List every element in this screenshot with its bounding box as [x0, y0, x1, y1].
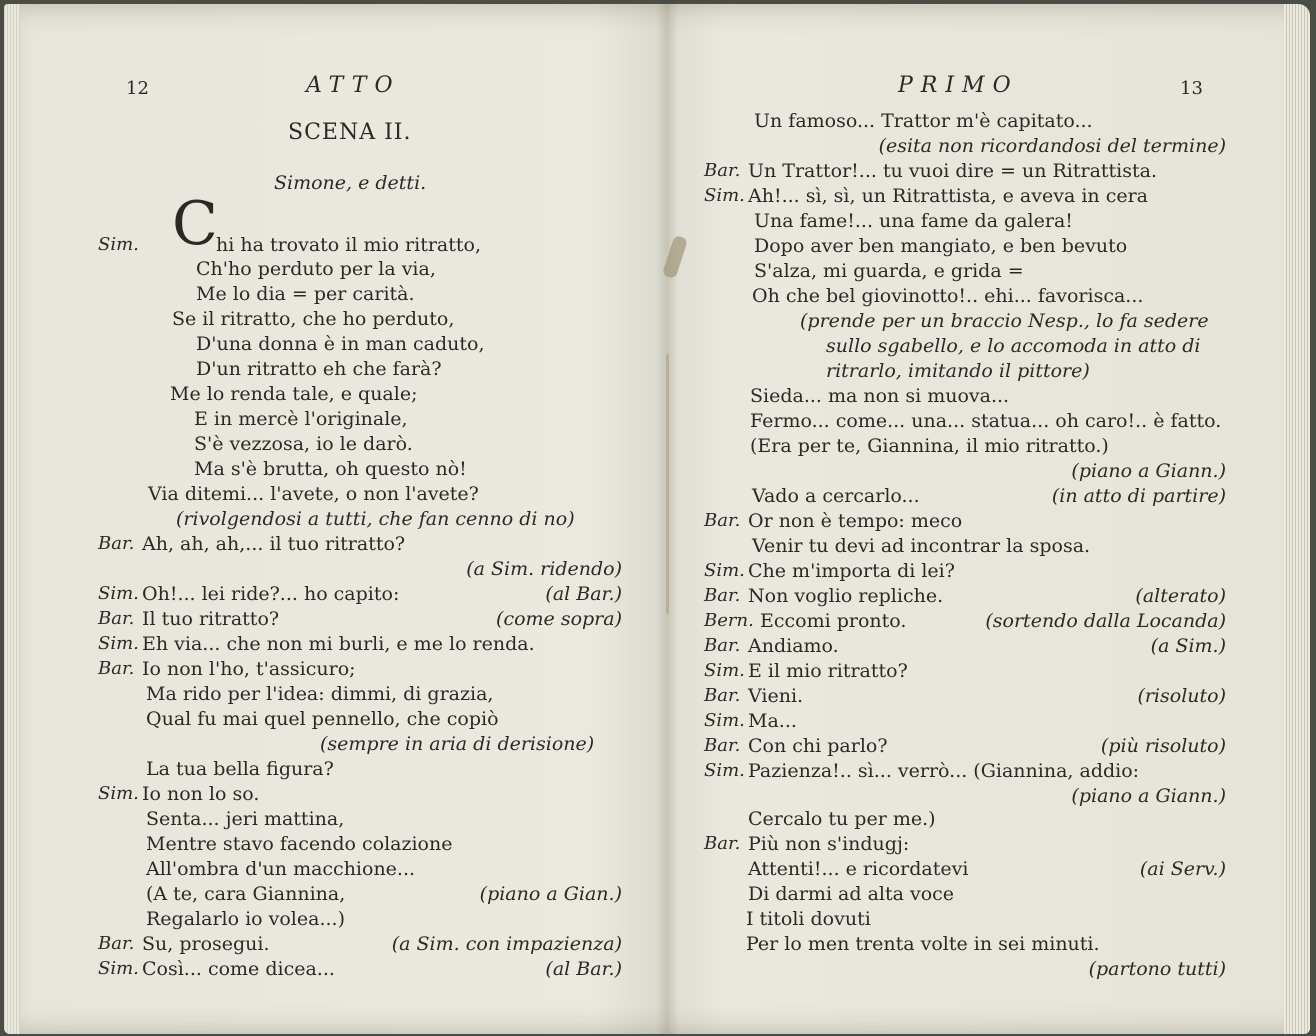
verse-line: Oh che bel giovinotto!.. ehi... favorisca...: [752, 285, 1144, 307]
verse-line: D'una donna è in man caduto,: [196, 333, 485, 355]
speaker-label: Bar.: [704, 685, 741, 706]
verse-line: Su, prosegui.: [142, 933, 270, 955]
stage-direction: (risoluto): [1137, 685, 1226, 707]
verse-line: Io non l'ho, t'assicuro;: [142, 658, 356, 680]
speaker-label: Bar.: [704, 510, 741, 531]
speaker-label: Sim.: [704, 660, 745, 681]
speaker-label: Bern.: [704, 610, 754, 631]
verse-line: Fermo... come... una... statua... oh caro!.. è fatto.: [750, 410, 1222, 432]
scene-title: SCENA II.: [288, 120, 412, 145]
verse-line: Così... come dicea...: [142, 958, 335, 980]
stage-direction: (piano a Giann.): [1071, 785, 1226, 807]
verse-line: Ah, ah, ah,... il tuo ritratto?: [142, 533, 406, 555]
verse-line: Venir tu devi ad incontrar la sposa.: [752, 535, 1091, 557]
stage-direction: (piano a Gian.): [479, 883, 622, 905]
drop-capital: C: [172, 189, 218, 259]
page-edges-right: [1284, 4, 1310, 1034]
verse-line: Senta... jeri mattina,: [146, 808, 345, 830]
verse-line: Attenti!... e ricordatevi: [748, 858, 969, 880]
verse-line: Ma rido per l'idea: dimmi, di grazia,: [146, 683, 494, 705]
running-head-right: PRIMO: [898, 73, 1019, 98]
speaker-label: Bar.: [704, 635, 741, 656]
verse-line: D'un ritratto eh che farà?: [196, 358, 442, 380]
stage-direction: (prende per un braccio Nesp., lo fa sedere: [800, 310, 1209, 332]
stage-direction: (piano a Giann.): [1071, 460, 1226, 482]
verse-line: Pazienza!.. sì... verrò... (Giannina, addio:: [748, 760, 1140, 782]
stage-direction: (al Bar.): [545, 958, 622, 980]
verse-line: Ma s'è brutta, oh questo nò!: [194, 458, 467, 480]
speaker-label: Bar.: [98, 933, 135, 954]
speaker-label: Bar.: [704, 833, 741, 854]
stage-direction: (in atto di partire): [1051, 485, 1226, 507]
verse-line: Sieda... ma non si muova...: [750, 385, 1010, 407]
stage-direction: (sortendo dalla Locanda): [985, 610, 1226, 632]
verse-line: All'ombra d'un macchione...: [146, 858, 416, 880]
speaker-label: Sim.: [704, 560, 745, 581]
stage-direction: (al Bar.): [545, 583, 622, 605]
verse-line: Una fame!... una fame da galera!: [754, 210, 1073, 232]
verse-line: Me lo dia = per carità.: [196, 283, 415, 305]
verse-line: Eccomi pronto.: [760, 610, 907, 632]
speaker-label: Sim.: [98, 958, 139, 979]
verse-line: Vado a cercarlo...: [752, 485, 920, 507]
stage-direction: (ai Serv.): [1139, 858, 1226, 880]
verse-line: Ah!... sì, sì, un Ritrattista, e aveva in cera: [748, 185, 1148, 207]
speaker-label: Bar.: [704, 735, 741, 756]
stage-direction: sullo sgabello, e lo accomoda in atto di: [826, 335, 1201, 357]
verse-line: Me lo renda tale, e quale;: [170, 383, 418, 405]
stage-direction: ritrarlo, imitando il pittore): [826, 360, 1090, 382]
page-edges-left: [4, 4, 20, 1034]
verse-line: Per lo men trenta volte in sei minuti.: [746, 933, 1100, 955]
verse-line: I titoli dovuti: [746, 908, 871, 930]
speaker-label: Sim.: [98, 633, 139, 654]
verse-line: hi ha trovato il mio ritratto,: [216, 234, 482, 256]
verse-line: Andiamo.: [748, 635, 839, 657]
speaker-label: Bar.: [98, 608, 135, 629]
verse-line: Dopo aver ben mangiato, e ben bevuto: [754, 235, 1128, 257]
verse-line: Or non è tempo: meco: [748, 510, 963, 532]
verse-line: (A te, cara Giannina,: [146, 883, 346, 905]
verse-line: Se il ritratto, che ho perduto,: [172, 308, 455, 330]
verse-line: Non voglio repliche.: [748, 585, 944, 607]
verse-line: Un famoso... Trattor m'è capitato...: [754, 110, 1093, 132]
verse-line: Il tuo ritratto?: [142, 608, 280, 630]
stage-direction: (a Sim. ridendo): [466, 558, 622, 580]
speaker-label: Bar.: [704, 585, 741, 606]
speaker-label: Sim.: [704, 185, 745, 206]
verse-line: Regalarlo io volea...): [146, 908, 345, 930]
verse-line: Mentre stavo facendo colazione: [146, 833, 453, 855]
verse-line: La tua bella figura?: [146, 758, 334, 780]
stage-direction: (alterato): [1135, 585, 1226, 607]
verse-line: (Era per te, Giannina, il mio ritratto.): [750, 435, 1109, 457]
verse-line: Più non s'indugj:: [748, 833, 910, 855]
stage-direction: (partono tutti): [1088, 958, 1226, 980]
scene-characters: Simone, e detti.: [274, 172, 427, 194]
verse-line: E il mio ritratto?: [748, 660, 908, 682]
verse-line: Ma...: [748, 710, 797, 732]
verse-line: Con chi parlo?: [748, 735, 888, 757]
verse-line: Io non lo so.: [142, 783, 260, 805]
verse-line: E in mercè l'originale,: [194, 408, 408, 430]
speaker-label: Bar.: [98, 533, 135, 554]
verse-line: Qual fu mai quel pennello, che copiò: [146, 708, 499, 730]
stage-direction: (più risoluto): [1100, 735, 1226, 757]
speaker-label: Sim.: [98, 583, 139, 604]
verse-line: Vieni.: [748, 685, 804, 707]
speaker-label: Bar.: [704, 160, 741, 181]
speaker-label: Bar.: [98, 658, 135, 679]
verse-line: Via ditemi... l'avete, o non l'avete?: [148, 483, 479, 505]
stage-direction: (a Sim. con impazienza): [391, 933, 622, 955]
verse-line: Di darmi ad alta voce: [748, 883, 955, 905]
verse-line: Un Trattor!... tu vuoi dire = un Ritrattista.: [748, 160, 1158, 182]
speaker-label: Sim.: [704, 760, 745, 781]
speaker-label: Sim.: [98, 783, 139, 804]
speaker-label: Sim.: [704, 710, 745, 731]
stage-direction: (rivolgendosi a tutti, che fan cenno di no): [176, 508, 575, 530]
verse-line: S'è vezzosa, io le darò.: [194, 433, 413, 455]
verse-line: Che m'importa di lei?: [748, 560, 955, 582]
speaker-label: Sim.: [98, 234, 139, 255]
verse-line: Eh via... che non mi burli, e me lo renda.: [142, 633, 535, 655]
page-number-right: 13: [1180, 78, 1203, 99]
verse-line: S'alza, mi guarda, e grida =: [754, 260, 1024, 282]
binding-thread: [666, 354, 669, 614]
page-number-left: 12: [126, 78, 149, 99]
verse-line: Oh!... lei ride?... ho capito:: [142, 583, 400, 605]
verse-line: Ch'ho perduto per la via,: [196, 258, 436, 280]
verse-line: Cercalo tu per me.): [748, 808, 936, 830]
running-head-left: ATTO: [306, 73, 401, 98]
stage-direction: (come sopra): [496, 608, 622, 630]
stage-direction: (esita non ricordandosi del termine): [878, 135, 1226, 157]
stage-direction: (a Sim.): [1150, 635, 1226, 657]
stage-direction: (sempre in aria di derisione): [320, 733, 595, 755]
